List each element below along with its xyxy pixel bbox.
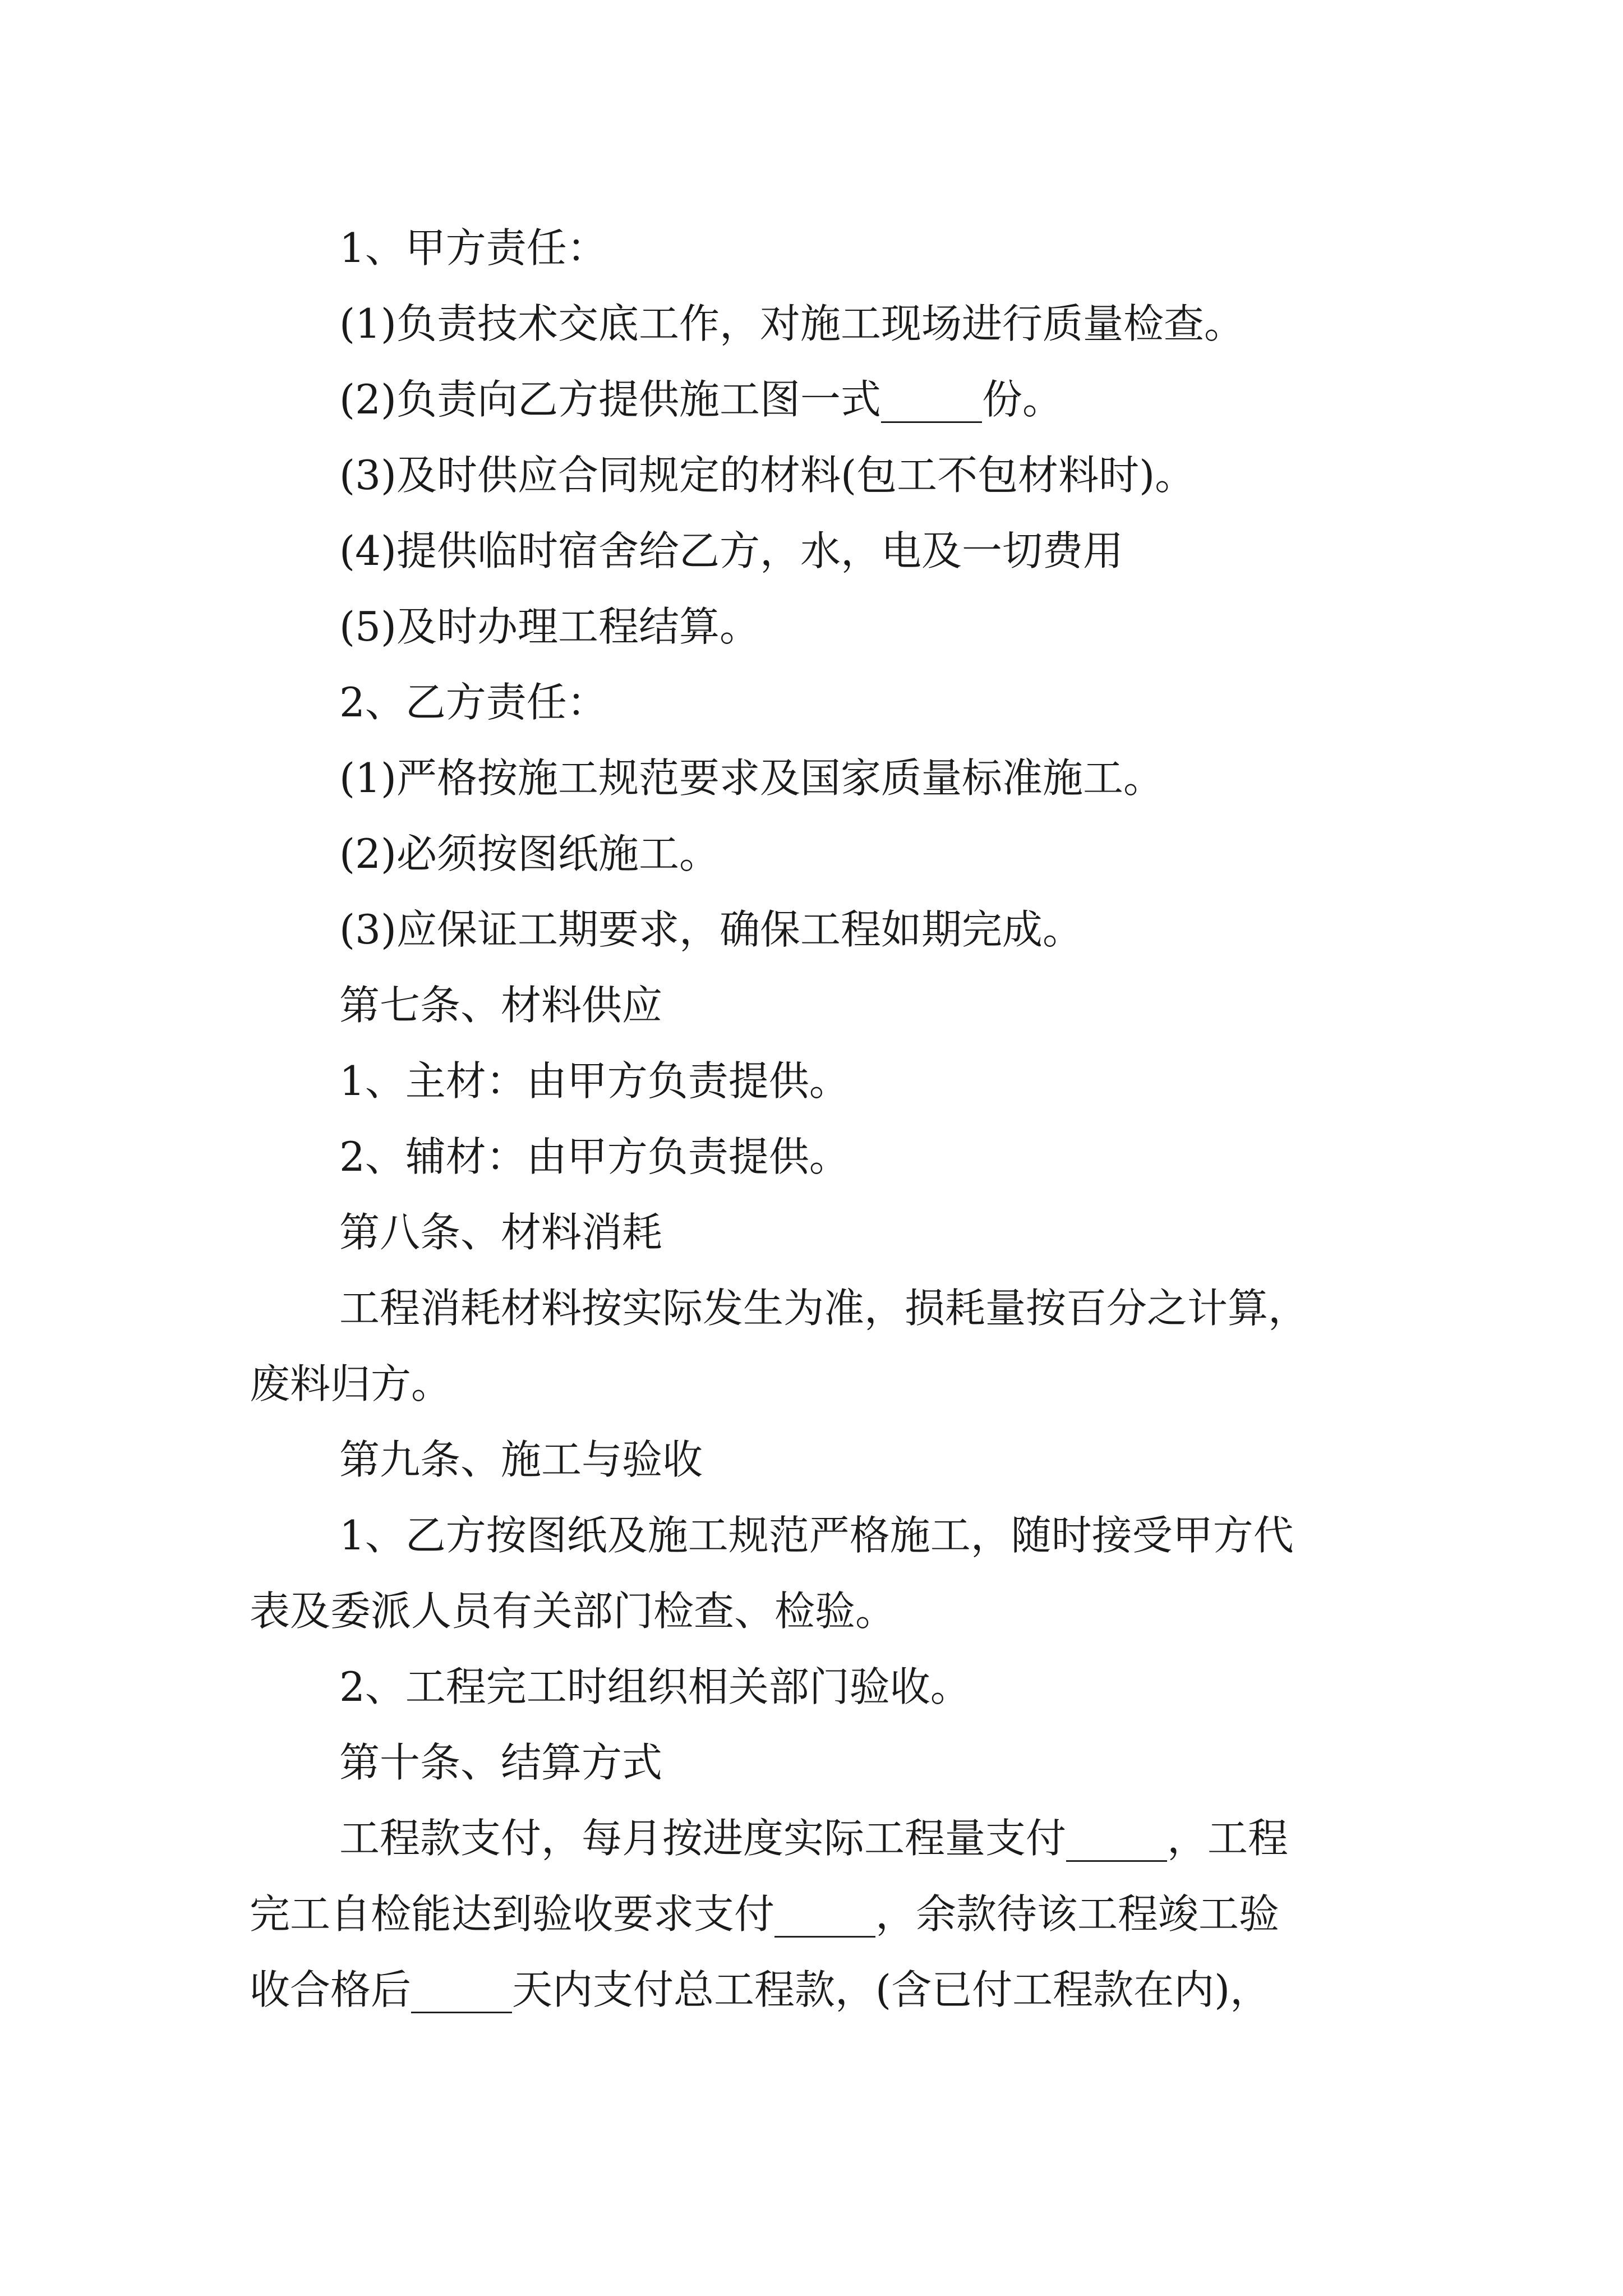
clause-item: (3)应保证工期要求，确保工程如期完成。 (339, 906, 1083, 953)
clause-item: 1、主材：由甲方负责提供。 (339, 1057, 850, 1105)
article-heading: 第七条、材料供应 (339, 982, 663, 1029)
clause-item: (2)负责向乙方提供施工图一式_____份。 (339, 376, 1063, 423)
clause-item: (4)提供临时宿舍给乙方，水，电及一切费用 (339, 527, 1123, 574)
paragraph-line: 废料归方。 (250, 1360, 452, 1407)
clause-item: (2)必须按图纸施工。 (339, 830, 720, 877)
clause-item: (5)及时办理工程结算。 (339, 603, 760, 650)
document-body (250, 210, 1394, 2028)
article-heading: 第九条、施工与验收 (339, 1436, 703, 1483)
article-heading: 第十条、结算方式 (339, 1739, 663, 1786)
paragraph-line: 表及委派人员有关部门检查、检验。 (250, 1588, 896, 1635)
article-heading: 第八条、材料消耗 (339, 1209, 663, 1256)
clause-item: (3)及时供应合同规定的材料(包工不包材料时)。 (339, 452, 1196, 499)
clause-item: (1)负责技术交底工作，对施工现场进行质量检查。 (339, 300, 1244, 347)
paragraph-line: 工程消耗材料按实际发生为准，损耗量按百分之计算， (339, 1285, 1309, 1332)
paragraph-line: 工程款支付，每月按进度实际工程量支付_____，工程 (339, 1815, 1289, 1862)
section-heading: 1、甲方责任： (339, 224, 607, 272)
clause-item: (1)严格按施工规范要求及国家质量标准施工。 (339, 754, 1164, 802)
paragraph-line: 收合格后_____天内支付总工程款，(含已付工程款在内)， (250, 1966, 1271, 2013)
clause-item: 2、工程完工时组织相关部门验收。 (339, 1663, 971, 1710)
paragraph-line: 1、乙方按图纸及施工规范严格施工，随时接受甲方代 (339, 1512, 1294, 1559)
paragraph-line: 完工自检能达到验收要求支付_____，余款待该工程竣工验 (250, 1890, 1280, 1938)
section-heading: 2、乙方责任： (339, 679, 607, 726)
clause-item: 2、辅材：由甲方负责提供。 (339, 1133, 850, 1180)
